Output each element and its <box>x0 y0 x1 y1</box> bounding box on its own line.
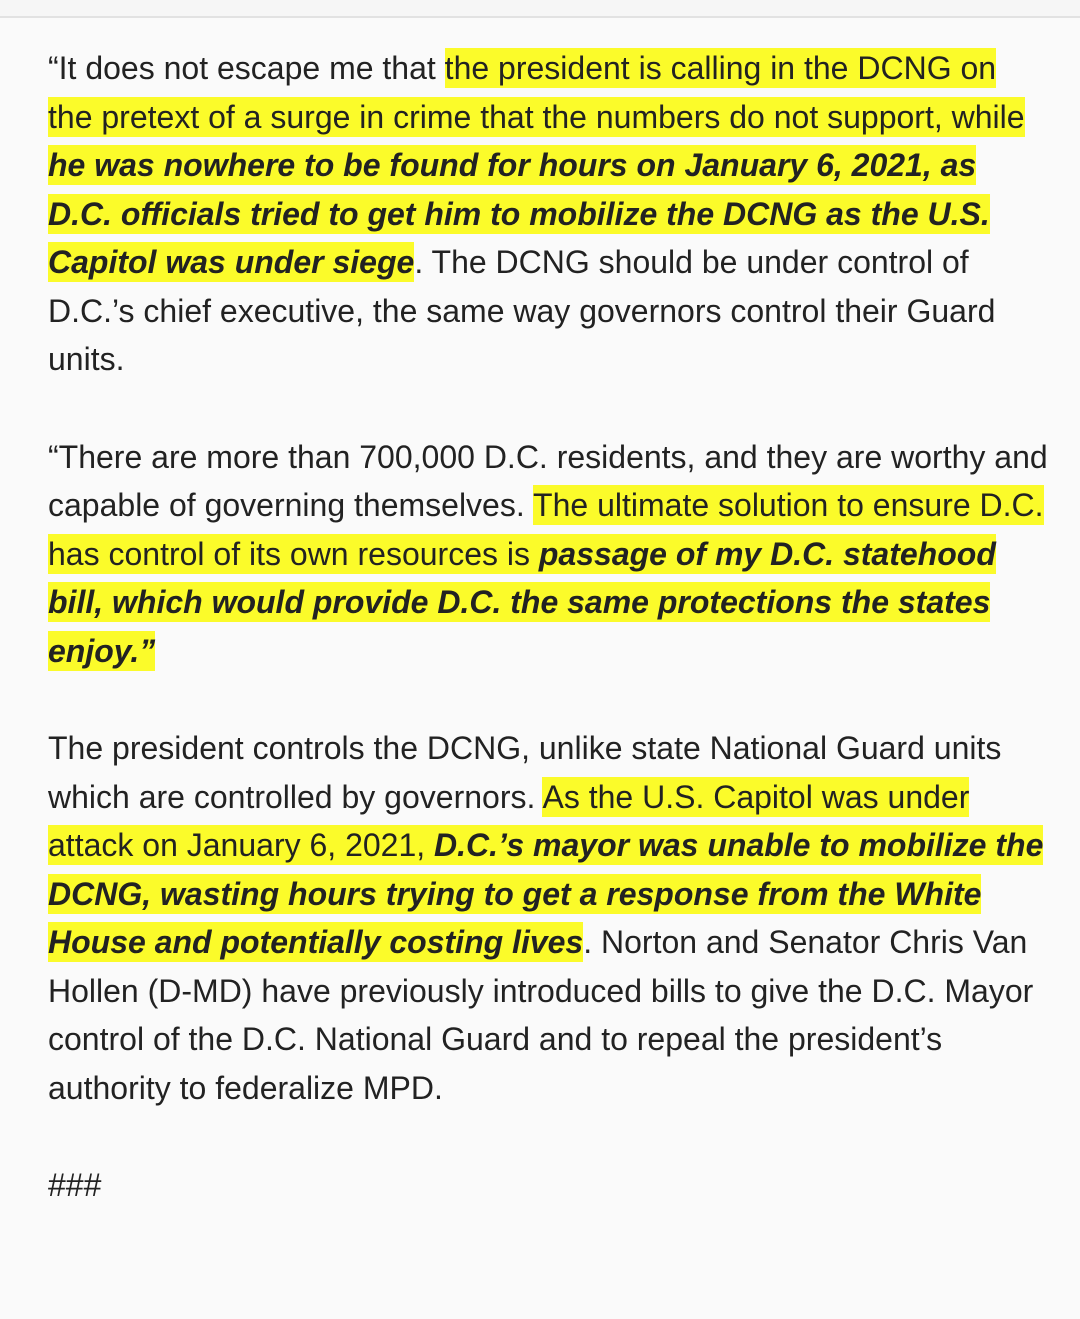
document-body <box>48 44 1048 1210</box>
top-divider <box>0 0 1080 18</box>
end-mark: ### <box>48 1167 102 1203</box>
paragraph-3 <box>48 724 1048 1112</box>
paragraph-1-text-1: “It does not escape me that <box>48 50 445 86</box>
paragraph-3-highlight-1: As the U.S. Capitol was under attack on January 6, 2021, <box>48 778 970 863</box>
paragraph-1-text-2: . The DCNG should be under control of D.C.’s chief executive, the same way governors control their Guard units. <box>48 244 996 377</box>
paragraph-2-highlight-emphasis: passage of my D.C. statehood bill, which would provide D.C. the same protections the states enjoy.” <box>48 535 996 669</box>
paragraph-3-text-2: . Norton and Senator Chris Van Hollen (D-MD) have previously introduced bills to give the D.C. Mayor control of the D.C. National Guard and to repeal the president’s authority to federalize MPD. <box>48 924 1034 1106</box>
paragraph-2-text-1: “There are more than 700,000 D.C. residents, and they are worthy and capable of governing themselves. <box>48 438 1048 523</box>
paragraph-1 <box>48 44 1048 384</box>
paragraph-1-highlight-1: the president is calling in the DCNG on the pretext of a surge in crime that the numbers do not support, while <box>48 50 1025 135</box>
paragraph-3-highlight-emphasis: D.C.’s mayor was unable to mobilize the DCNG, wasting hours trying to get a response from the White House and potentially costing lives <box>48 827 1044 960</box>
paragraph-2 <box>48 433 1048 676</box>
paragraph-3-text-1: The president controls the DCNG, unlike state National Guard units which are controlled by governors. <box>48 730 1002 815</box>
paragraph-2-highlight-1: The ultimate solution to ensure D.C. has control of its own resources is <box>48 487 1044 572</box>
paragraph-1-highlight-emphasis: he was nowhere to be found for hours on January 6, 2021, as D.C. officials tried to get him to mobilize the DCNG as the U.S. Capitol was under siege <box>48 147 990 280</box>
